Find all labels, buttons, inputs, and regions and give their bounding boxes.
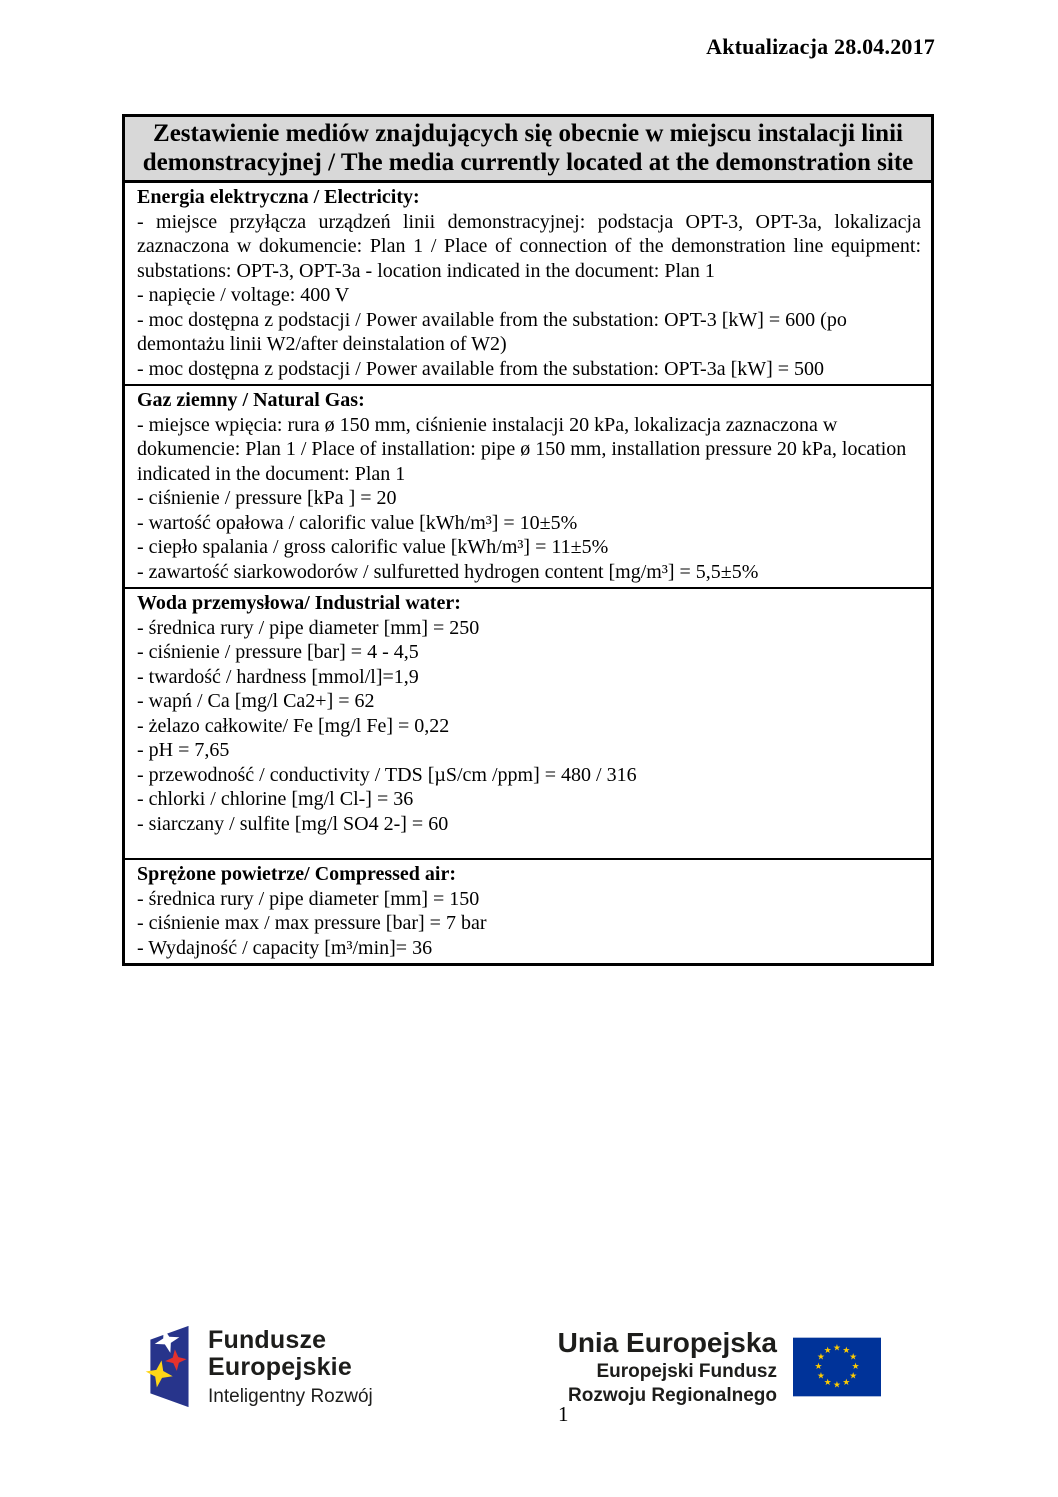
section-item: - Wydajność / capacity [m³/min]= 36 [137,936,433,959]
section-item: - moc dostępna z podstacji / Power available from the substation: OPT-3a [kW] = 500 [137,357,825,380]
section-item: - ciśnienie max / max pressure [bar] = 7 bar [137,912,487,934]
section-item: - wapń / Ca [mg/l Ca2+] = 62 [137,690,375,712]
section-item: - wartość opałowa / calorific value [kWh/m³] = 10±5% [137,511,578,534]
svg-text:★: ★ [817,1352,825,1363]
svg-text:★: ★ [842,1378,851,1389]
eu-fund-line2: Rozwoju Regionalnego [568,1385,777,1406]
svg-text:★: ★ [814,1362,823,1372]
section-heading: Woda przemysłowa/ Industrial water: [137,592,461,614]
media-table [122,114,934,966]
section-item: - żelazo całkowite/ Fe [mg/l Fe] = 0,22 [137,714,450,737]
fe-logo-name-line2: Europejskie [208,1353,352,1381]
section-item: - ciepło spalania / gross calorific value [kWh/m³] = 11±5% [137,536,609,558]
section-item: - średnica rury / pipe diameter [mm] = 250 [137,616,480,639]
section-item: - średnica rury / pipe diameter [mm] = 150 [137,887,480,910]
section-item: - pH = 7,65 [137,739,230,761]
section-item: - zawartość siarkowodorów / sulfuretted hydrogen content [mg/m³] = 5,5±5% [137,560,759,583]
section-item: - ciśnienie / pressure [kPa ] = 20 [137,487,397,509]
page-number: 1 [558,1402,569,1426]
section-industrial-water [125,589,931,860]
svg-text:★: ★ [851,1362,860,1372]
eu-fund-line1: Europejski Fundusz [596,1360,777,1382]
table-title: Zestawienie mediów znajdujących się obecnie w miejscu instalacji linii demonstracyjnej / The media currently located at the demonstration site [125,117,931,183]
eu-logo-name: Unia Europejska [557,1326,777,1358]
section-item: - chlorki / chlorine [mg/l Cl-] = 36 [137,788,414,810]
footer-logos [143,1323,881,1411]
section-electricity [125,183,931,386]
unia-europejska-logo [558,1328,881,1407]
svg-text:★: ★ [849,1371,858,1382]
section-item: - siarczany / sulfite [mg/l SO4 2-] = 60 [137,812,449,835]
eu-logo-text [558,1328,777,1407]
section-item: - napięcie / voltage: 400 V [137,284,350,306]
section-heading: Energia elektryczna / Electricity: [137,186,420,208]
eu-flag-icon [793,1337,881,1397]
section-heading: Gaz ziemny / Natural Gas: [137,389,365,411]
svg-text:★: ★ [823,1378,832,1389]
svg-text:★: ★ [817,1371,825,1382]
fe-logo-text [208,1327,373,1407]
section-compressed-air [125,860,931,963]
section-item: - moc dostępna z podstacji / Power available from the substation: OPT-3 [kW] = 600 (po demontażu linii W2/after deinstalation of W2) [137,308,847,355]
fe-flag-icon [143,1323,193,1411]
svg-text:★: ★ [833,1343,841,1354]
section-natural-gas [125,386,931,589]
section-item: - ciśnienie / pressure [bar] = 4 - 4,5 [137,641,419,663]
fe-logo-name-line1: Fundusze [208,1326,327,1354]
svg-text:★: ★ [842,1345,851,1356]
section-item: - przewodność / conductivity / TDS [µS/cm /ppm] = 480 / 316 [137,763,637,786]
fe-logo-program: Inteligentny Rozwój [208,1386,373,1407]
svg-text:★: ★ [833,1380,841,1391]
fundusze-europejskie-logo [143,1323,373,1411]
section-heading: Sprężone powietrze/ Compressed air: [137,863,457,885]
section-item: - twardość / hardness [mmol/l]=1,9 [137,665,419,688]
update-date-label: Aktualizacja 28.04.2017 [706,34,935,59]
svg-text:★: ★ [823,1345,832,1356]
svg-text:★: ★ [849,1352,858,1363]
section-item: - miejsce wpięcia: rura ø 150 mm, ciśnienie instalacji 20 kPa, lokalizacja zaznaczona w dokumencie: Plan 1 / Place of installation: pipe ø 150 mm, installation pressure 20 kPa, location indicated in the document: Plan 1 [137,413,907,485]
section-item: - miejsce przyłącza urządzeń linii demonstracyjnej: podstacja OPT-3, OPT-3a, lokalizacja zaznaczona w dokumencie: Plan 1 / Place of connection of the demonstration line equipment: substations: OPT-3, OPT-3a - location indicated in the document: Plan 1 [137,210,921,282]
